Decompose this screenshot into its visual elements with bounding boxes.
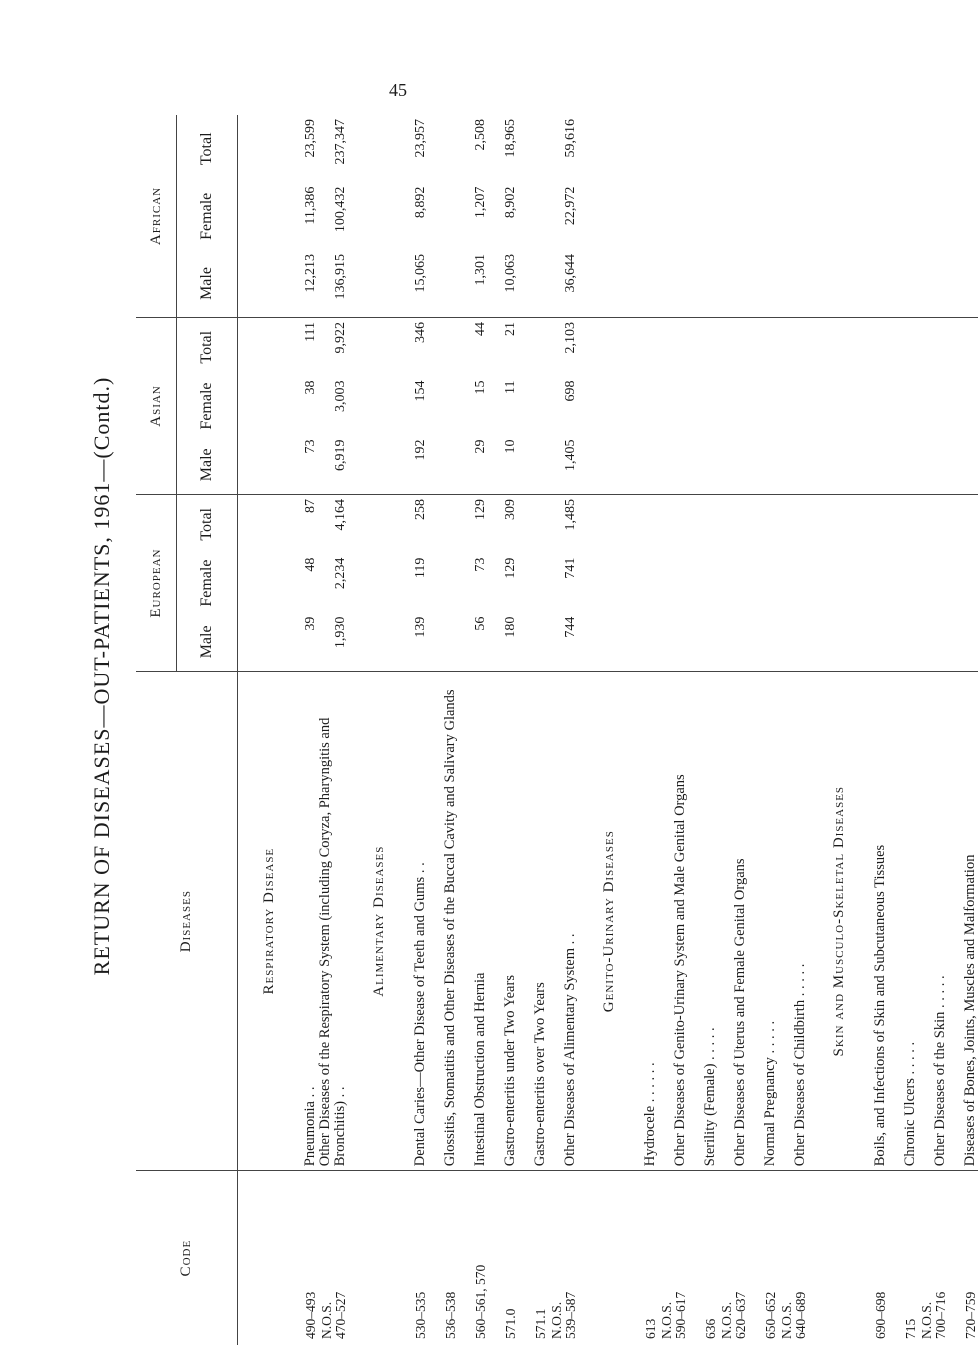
value-cell bbox=[948, 317, 978, 376]
value-cell bbox=[658, 613, 688, 672]
value-cell bbox=[918, 115, 948, 183]
table-row bbox=[688, 115, 718, 1345]
value-cell bbox=[918, 183, 948, 250]
value-cell bbox=[718, 317, 748, 376]
disease-cell: Gastro-enteritis under Two Years bbox=[488, 672, 518, 1171]
code-cell: 650–652 bbox=[763, 1291, 778, 1339]
code-cell: 690–698 bbox=[873, 1291, 888, 1339]
value-cell bbox=[778, 613, 808, 672]
value-cell bbox=[428, 436, 458, 495]
table-row bbox=[318, 115, 348, 1345]
value-cell bbox=[778, 436, 808, 495]
value-cell: 11 bbox=[503, 380, 518, 394]
value-cell: 180 bbox=[488, 613, 518, 672]
section-spacer bbox=[578, 115, 590, 1345]
page-title: RETURN OF DISEASES—OUT-PATIENTS, 1961—(Contd.) bbox=[89, 376, 114, 976]
value-cell: 1,405 bbox=[548, 436, 578, 495]
value-cell bbox=[688, 613, 718, 672]
value-cell: 100,432 bbox=[333, 186, 348, 233]
value-cell bbox=[948, 554, 978, 613]
value-cell bbox=[748, 495, 778, 554]
disease-cell: Glossitis, Stomatitis and Other Diseases of the Buccal Cavity and Salivary Glands bbox=[428, 672, 458, 1171]
section-title: Respiratory Disease bbox=[250, 672, 288, 1171]
value-cell bbox=[918, 436, 948, 495]
disease-cell: Other Diseases of Genito-Urinary System and Male Genital Organs bbox=[658, 672, 688, 1171]
disease-cell: Dental Caries—Other Disease of Teeth and Gums . . bbox=[398, 672, 428, 1171]
header-total-african: Total bbox=[177, 115, 238, 183]
code-cell: N.O.S. 620–637 bbox=[719, 1291, 748, 1339]
value-cell: 87 bbox=[303, 499, 318, 514]
value-cell bbox=[948, 377, 978, 436]
value-cell bbox=[658, 183, 688, 250]
value-cell bbox=[748, 436, 778, 495]
code-cell: 613 bbox=[643, 1318, 658, 1339]
value-cell bbox=[858, 436, 888, 495]
value-cell bbox=[628, 317, 658, 376]
disease-cell: Hydrocele . . . . . . bbox=[628, 672, 658, 1171]
code-cell: 720–759 bbox=[963, 1291, 978, 1339]
value-cell: 10,063 bbox=[488, 250, 518, 317]
value-cell: 698 bbox=[563, 380, 578, 402]
disease-cell: Sterility (Female) . . . . . bbox=[688, 672, 718, 1171]
value-cell: 136,915 bbox=[318, 250, 348, 317]
value-cell bbox=[628, 183, 658, 250]
value-cell bbox=[628, 115, 658, 183]
section-spacer bbox=[348, 115, 360, 1345]
code-cell: 560–561, 570 bbox=[473, 1264, 488, 1339]
table-row bbox=[888, 115, 918, 1345]
header-male-african: Male bbox=[177, 250, 238, 317]
value-cell: 258 bbox=[413, 499, 428, 521]
value-cell bbox=[658, 317, 688, 376]
value-cell: 23,957 bbox=[413, 119, 428, 158]
value-cell bbox=[658, 436, 688, 495]
code-cell: N.O.S. 640–689 bbox=[779, 1291, 808, 1339]
value-cell bbox=[778, 115, 808, 183]
table-row bbox=[858, 115, 888, 1345]
value-cell: 9,922 bbox=[333, 321, 348, 354]
table-row bbox=[288, 115, 318, 1345]
value-cell bbox=[518, 436, 548, 495]
value-cell bbox=[688, 495, 718, 554]
value-cell bbox=[918, 613, 948, 672]
value-cell: 192 bbox=[398, 436, 428, 495]
value-cell bbox=[778, 317, 808, 376]
value-cell bbox=[628, 495, 658, 554]
value-cell bbox=[718, 250, 748, 317]
value-cell bbox=[888, 495, 918, 554]
value-cell bbox=[748, 183, 778, 250]
value-cell bbox=[518, 250, 548, 317]
value-cell: 129 bbox=[473, 499, 488, 521]
header-female-african: Female bbox=[177, 183, 238, 250]
code-cell: 536–538 bbox=[443, 1291, 458, 1339]
value-cell bbox=[628, 250, 658, 317]
value-cell: 3,003 bbox=[333, 380, 348, 412]
table-row bbox=[398, 115, 428, 1345]
value-cell: 11,386 bbox=[303, 186, 318, 225]
value-cell bbox=[858, 115, 888, 183]
value-cell bbox=[948, 250, 978, 317]
section-spacer bbox=[238, 115, 251, 1345]
diseases-table bbox=[136, 115, 978, 1345]
value-cell bbox=[748, 115, 778, 183]
code-cell: 571.1 bbox=[533, 1308, 548, 1339]
value-cell: 44 bbox=[473, 321, 488, 336]
header-female-european: Female bbox=[177, 554, 238, 613]
value-cell bbox=[918, 554, 948, 613]
value-cell bbox=[858, 317, 888, 376]
value-cell bbox=[628, 554, 658, 613]
section-title: Genito-Urinary Diseases bbox=[590, 672, 628, 1171]
value-cell: 15 bbox=[473, 380, 488, 395]
value-cell bbox=[628, 436, 658, 495]
value-cell bbox=[748, 613, 778, 672]
value-cell: 129 bbox=[503, 557, 518, 579]
table-row bbox=[428, 115, 458, 1345]
value-cell bbox=[518, 495, 548, 554]
value-cell bbox=[688, 183, 718, 250]
header-total-european: Total bbox=[177, 495, 238, 554]
value-cell bbox=[718, 436, 748, 495]
value-cell bbox=[518, 317, 548, 376]
section-spacer bbox=[808, 115, 820, 1345]
value-cell: 39 bbox=[288, 613, 318, 672]
value-cell bbox=[778, 183, 808, 250]
value-cell bbox=[518, 115, 548, 183]
value-cell bbox=[948, 613, 978, 672]
disease-cell: Diseases of Bones, Joints, Muscles and Malformation bbox=[948, 672, 978, 1171]
value-cell bbox=[658, 250, 688, 317]
value-cell: 1,207 bbox=[473, 186, 488, 219]
rotated-table-container bbox=[136, 115, 978, 1345]
value-cell: 2,234 bbox=[333, 557, 348, 590]
code-cell: N.O.S. 539–587 bbox=[549, 1291, 578, 1339]
value-cell: 12,213 bbox=[288, 250, 318, 317]
value-cell bbox=[658, 554, 688, 613]
table-row bbox=[748, 115, 778, 1345]
value-cell bbox=[778, 377, 808, 436]
value-cell: 154 bbox=[413, 380, 428, 402]
disease-cell: Boils, and Infections of Skin and Subcutaneous Tissues bbox=[858, 672, 888, 1171]
value-cell: 38 bbox=[303, 380, 318, 395]
table-row bbox=[488, 115, 518, 1345]
value-cell bbox=[718, 554, 748, 613]
value-cell bbox=[888, 183, 918, 250]
disease-cell: Other Diseases of the Skin . . . . . bbox=[918, 672, 948, 1171]
value-cell: 6,919 bbox=[318, 436, 348, 495]
code-cell: 636 bbox=[703, 1318, 718, 1339]
value-cell bbox=[778, 554, 808, 613]
value-cell: 309 bbox=[503, 499, 518, 521]
page-number: 45 bbox=[389, 80, 407, 100]
value-cell bbox=[888, 613, 918, 672]
value-cell: 15,065 bbox=[398, 250, 428, 317]
header-diseases: Diseases bbox=[136, 672, 238, 1171]
table-row bbox=[548, 115, 578, 1345]
value-cell bbox=[858, 495, 888, 554]
value-cell bbox=[428, 250, 458, 317]
section-title: Skin and Musculo-Skeletal Diseases bbox=[820, 672, 858, 1171]
value-cell bbox=[688, 554, 718, 613]
disease-cell: Normal Pregnancy . . . . . bbox=[748, 672, 778, 1171]
value-cell bbox=[888, 250, 918, 317]
value-cell: 56 bbox=[458, 613, 488, 672]
value-cell bbox=[948, 115, 978, 183]
value-cell bbox=[948, 183, 978, 250]
value-cell bbox=[428, 183, 458, 250]
value-cell: 73 bbox=[288, 436, 318, 495]
section-heading-row bbox=[250, 115, 288, 1345]
header-female-asian: Female bbox=[177, 377, 238, 436]
table-row bbox=[458, 115, 488, 1345]
value-cell bbox=[688, 250, 718, 317]
value-cell: 29 bbox=[458, 436, 488, 495]
value-cell bbox=[888, 436, 918, 495]
table-row bbox=[778, 115, 808, 1345]
code-cell: N.O.S. 700–716 bbox=[919, 1291, 948, 1339]
header-male-asian: Male bbox=[177, 436, 238, 495]
section-heading-row bbox=[360, 115, 398, 1345]
disease-cell: Other Diseases of Alimentary System . . bbox=[548, 672, 578, 1171]
value-cell: 139 bbox=[398, 613, 428, 672]
header-group-asian: Asian bbox=[136, 317, 177, 494]
value-cell: 21 bbox=[503, 321, 518, 336]
disease-cell: Other Diseases of Uterus and Female Genital Organs bbox=[718, 672, 748, 1171]
value-cell bbox=[718, 613, 748, 672]
value-cell bbox=[628, 377, 658, 436]
value-cell: 59,616 bbox=[563, 119, 578, 158]
value-cell: 4,164 bbox=[333, 499, 348, 531]
value-cell bbox=[688, 115, 718, 183]
section-heading-row bbox=[820, 115, 858, 1345]
value-cell bbox=[718, 377, 748, 436]
value-cell bbox=[658, 377, 688, 436]
value-cell bbox=[918, 495, 948, 554]
value-cell bbox=[688, 377, 718, 436]
value-cell bbox=[428, 613, 458, 672]
section-title: Alimentary Diseases bbox=[360, 672, 398, 1171]
value-cell: 744 bbox=[548, 613, 578, 672]
value-cell bbox=[748, 554, 778, 613]
header-total-asian: Total bbox=[177, 317, 238, 376]
disease-cell: Pneumonia . . bbox=[288, 672, 318, 1171]
code-cell: 571.0 bbox=[503, 1308, 518, 1339]
code-cell: N.O.S. 470–527 bbox=[319, 1291, 348, 1339]
value-cell bbox=[858, 554, 888, 613]
code-cell: 715 bbox=[903, 1318, 918, 1339]
disease-cell: Intestinal Obstruction and Hernia bbox=[458, 672, 488, 1171]
value-cell bbox=[718, 183, 748, 250]
value-cell: 741 bbox=[563, 557, 578, 579]
value-cell: 2,508 bbox=[473, 119, 488, 151]
value-cell bbox=[428, 554, 458, 613]
value-cell bbox=[428, 495, 458, 554]
section-heading-row bbox=[590, 115, 628, 1345]
value-cell: 23,599 bbox=[303, 119, 318, 158]
value-cell bbox=[948, 495, 978, 554]
code-cell: 530–535 bbox=[413, 1291, 428, 1339]
table-row bbox=[628, 115, 658, 1345]
code-cell: N.O.S. 590–617 bbox=[659, 1291, 688, 1339]
value-cell bbox=[718, 495, 748, 554]
value-cell bbox=[748, 317, 778, 376]
value-cell bbox=[918, 317, 948, 376]
value-cell bbox=[688, 317, 718, 376]
value-cell: 1,930 bbox=[318, 613, 348, 672]
value-cell bbox=[518, 183, 548, 250]
value-cell bbox=[918, 377, 948, 436]
value-cell bbox=[428, 115, 458, 183]
value-cell bbox=[428, 377, 458, 436]
table-row bbox=[918, 115, 948, 1345]
value-cell: 111 bbox=[303, 321, 318, 342]
value-cell: 18,965 bbox=[503, 119, 518, 158]
header-group-european: European bbox=[136, 495, 177, 672]
value-cell bbox=[658, 115, 688, 183]
header-code: Code bbox=[136, 1171, 238, 1345]
value-cell: 8,892 bbox=[413, 186, 428, 219]
table-row bbox=[718, 115, 748, 1345]
disease-cell: Other Diseases of the Respiratory System (including Coryza, Pharyngitis and Bronchitis) . . bbox=[318, 672, 348, 1171]
value-cell bbox=[888, 554, 918, 613]
value-cell bbox=[658, 495, 688, 554]
header-group-african: African bbox=[136, 115, 177, 317]
value-cell: 73 bbox=[473, 557, 488, 572]
value-cell bbox=[888, 115, 918, 183]
value-cell bbox=[428, 317, 458, 376]
table-row bbox=[948, 115, 978, 1345]
value-cell bbox=[518, 613, 548, 672]
table-row bbox=[518, 115, 548, 1345]
value-cell: 2,103 bbox=[563, 321, 578, 354]
header-male-european: Male bbox=[177, 613, 238, 672]
value-cell: 346 bbox=[413, 321, 428, 343]
value-cell bbox=[858, 183, 888, 250]
value-cell: 10 bbox=[488, 436, 518, 495]
value-cell: 8,902 bbox=[503, 186, 518, 219]
value-cell bbox=[518, 554, 548, 613]
value-cell bbox=[858, 250, 888, 317]
value-cell bbox=[888, 317, 918, 376]
value-cell bbox=[628, 613, 658, 672]
table-body bbox=[238, 115, 978, 1345]
value-cell bbox=[518, 377, 548, 436]
disease-cell: Gastro-enteritis over Two Years bbox=[518, 672, 548, 1171]
value-cell bbox=[888, 377, 918, 436]
disease-cell: Other Diseases of Childbirth . . . . . bbox=[778, 672, 808, 1171]
value-cell bbox=[948, 436, 978, 495]
value-cell bbox=[918, 250, 948, 317]
value-cell: 22,972 bbox=[563, 186, 578, 226]
table-row bbox=[658, 115, 688, 1345]
value-cell: 1,485 bbox=[563, 499, 578, 531]
value-cell: 237,347 bbox=[333, 119, 348, 165]
value-cell: 48 bbox=[303, 557, 318, 572]
value-cell bbox=[778, 250, 808, 317]
value-cell bbox=[858, 377, 888, 436]
code-cell: 490–493 bbox=[303, 1291, 318, 1339]
value-cell: 36,644 bbox=[548, 250, 578, 317]
value-cell: 119 bbox=[413, 557, 428, 579]
value-cell: 1,301 bbox=[458, 250, 488, 317]
disease-cell: Chronic Ulcers . . . . . bbox=[888, 672, 918, 1171]
value-cell bbox=[748, 377, 778, 436]
value-cell bbox=[748, 250, 778, 317]
value-cell bbox=[778, 495, 808, 554]
value-cell bbox=[858, 613, 888, 672]
value-cell bbox=[718, 115, 748, 183]
value-cell bbox=[688, 436, 718, 495]
